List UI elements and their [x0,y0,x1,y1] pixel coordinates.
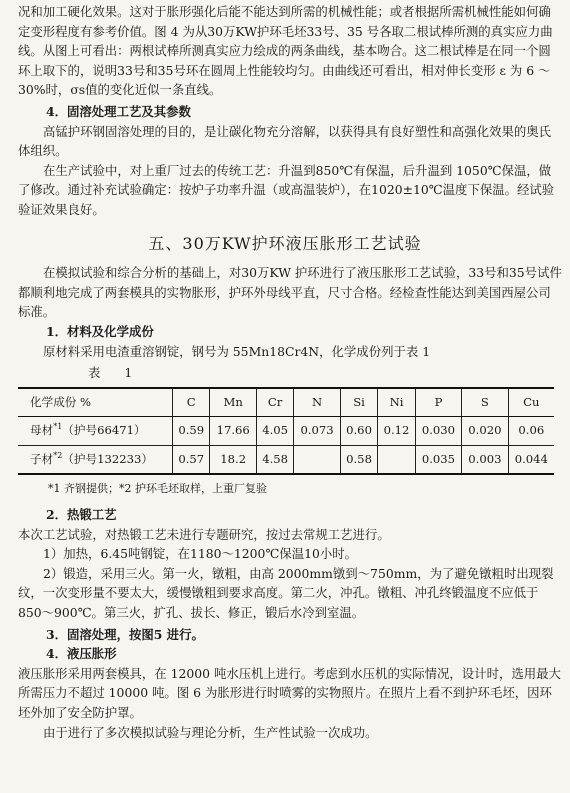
section-heading-materials: 1．材料及化学成份 [46,323,154,339]
chapter-title: 五、30万KW护环液压胀形工艺试验 [148,233,422,253]
table-cell: 0.60 [340,417,377,446]
list-item-forging: 2）锻造，采用三火。第一火，镦粗，由高 2000mm镦到～750mm，为了避免镦粗时出现裂纹，一次变形量不要太大，缓慢镦粗到要求高度。第二火，冲孔。镦粗、冲孔终锻温度不应低于850～900℃。第三火，扩孔、拔长、修正，锻后水冷到室温。 [18,565,554,621]
section-heading-hot-forging: 2．热锻工艺 [46,507,117,523]
paragraph-hot-forging: 本次工艺试验，对热锻工艺未进行专题研究，按过去常规工艺进行。 [18,526,390,542]
table-cell: 18.2 [210,445,256,474]
row-mark: *2 [53,451,63,461]
row-label-cell [18,445,173,474]
row-label-cell [18,417,173,446]
paragraph-hydraulic-bulging: 液压胀形采用两套模具，在 12000 吨水压机上进行。考虑到水压机的实际情况，设计时，选用最大所需压力不超过 10000 吨。图 6 为胀形进行时喷雾的实物照片。在照片上看不到护环毛坯，因环坯外加了安全防护罩。 [18,665,561,720]
table-cell [378,445,415,474]
table-cell: 0.59 [173,417,210,446]
table-cell: 4.05 [256,417,293,446]
table-row [18,445,554,474]
paragraph-solution-process: 在生产试验中，对上重厂过去的传统工艺：升温到850℃有保温，后升温到 1050℃保温，做了修改。通过补充试验确定：按炉子功率升温（或高温装炉），在1020±10℃温度下保温。经试验验证效果良好。 [18,162,555,217]
table-cell: 0.020 [462,417,508,446]
table-cell: 0.035 [415,445,461,474]
section-heading-solution-treatment: 4．固溶处理工艺及其参数 [46,103,191,119]
table-cell: 0.57 [173,445,210,474]
row-note: （护号66471） [62,423,146,438]
list-item-heating: 1）加热，6.45吨钢锭，在1180～1200℃保温10小时。 [43,546,358,562]
table-cell: 0.06 [508,417,554,446]
table-header-cell: Cu [508,388,554,417]
table-header-cell: N [294,388,340,417]
table-footnote: *1 齐钢提供；*2 护环毛坯取样，上重厂复验 [48,482,267,496]
row-label: 母材 [30,423,54,438]
section-heading-solution: 3．固溶处理，按图5 进行。 [46,626,204,642]
paragraph-intro: 在模拟试验和综合分析的基础上，对30万KW 护环进行了液压胀形工艺试验，33号和35号试件都顺利地完成了两套模具的实物胀形，护环外母线平直，尺寸合格。经检查性能达到美国西屋公司标准。 [18,265,562,320]
section-heading-hydraulic-bulging: 4．液压胀形 [46,646,117,662]
table-caption: 表 1 [88,365,143,381]
table-cell: 17.66 [210,417,256,446]
table-cell: 0.030 [415,417,461,446]
table-row [18,417,554,446]
chemical-composition-table [18,387,554,476]
table-cell: 0.58 [340,445,377,474]
paragraph-materials: 原材料采用电渣重溶钢锭，钢号为 55Mn18Cr4N，化学成份列于表 1 [43,343,431,359]
table-header-cell: Mn [210,388,256,417]
table-cell: 0.044 [508,445,554,474]
table-cell: 0.073 [294,417,340,446]
table-cell [294,445,340,474]
table-cell: 0.12 [378,417,415,446]
paragraph-solution-purpose: 高锰护环钢固溶处理的目的，是让碳化物充分溶解，以获得具有良好塑性和高强化效果的奥氏体组织。 [18,123,552,159]
row-mark: *1 [53,422,63,432]
table-header-cell: C [173,388,210,417]
paragraph-stress-curve: 况和加工硬化效果。这对于胀形强化后能不能达到所需的机械性能；或者根据所需机械性能如何确定变形程度有参考价值。图 4 为从30万KW护环毛坯33号、35 号各取二根试棒所测的真实应力曲线。从图上可看出：两根试棒所测真实应力绘成的两条曲线，基本吻合。这二根试棒是在同一个圆环上取下的，说明33号和35号环在圆周上性能较均匀。由曲线还可看出，相对伸长变形 ε 为 6 ～30%时，σs值的变化近似一条直线。 [18,4,553,98]
row-note: （护号132233） [62,451,153,466]
table-header-row [18,388,554,417]
row-label: 子材 [30,451,54,466]
table-header-cell: Si [340,388,377,417]
table-header-cell: S [462,388,508,417]
table-cell: 0.003 [462,445,508,474]
table-header-cell: 化学成份 % [18,388,173,417]
paragraph-conclusion: 由于进行了多次模拟试验与理论分析，生产性试验一次成功。 [43,724,378,740]
table-header-cell: Cr [256,388,293,417]
table-cell: 4.58 [256,445,293,474]
table-header-cell: P [415,388,461,417]
table-header-cell: Ni [378,388,415,417]
